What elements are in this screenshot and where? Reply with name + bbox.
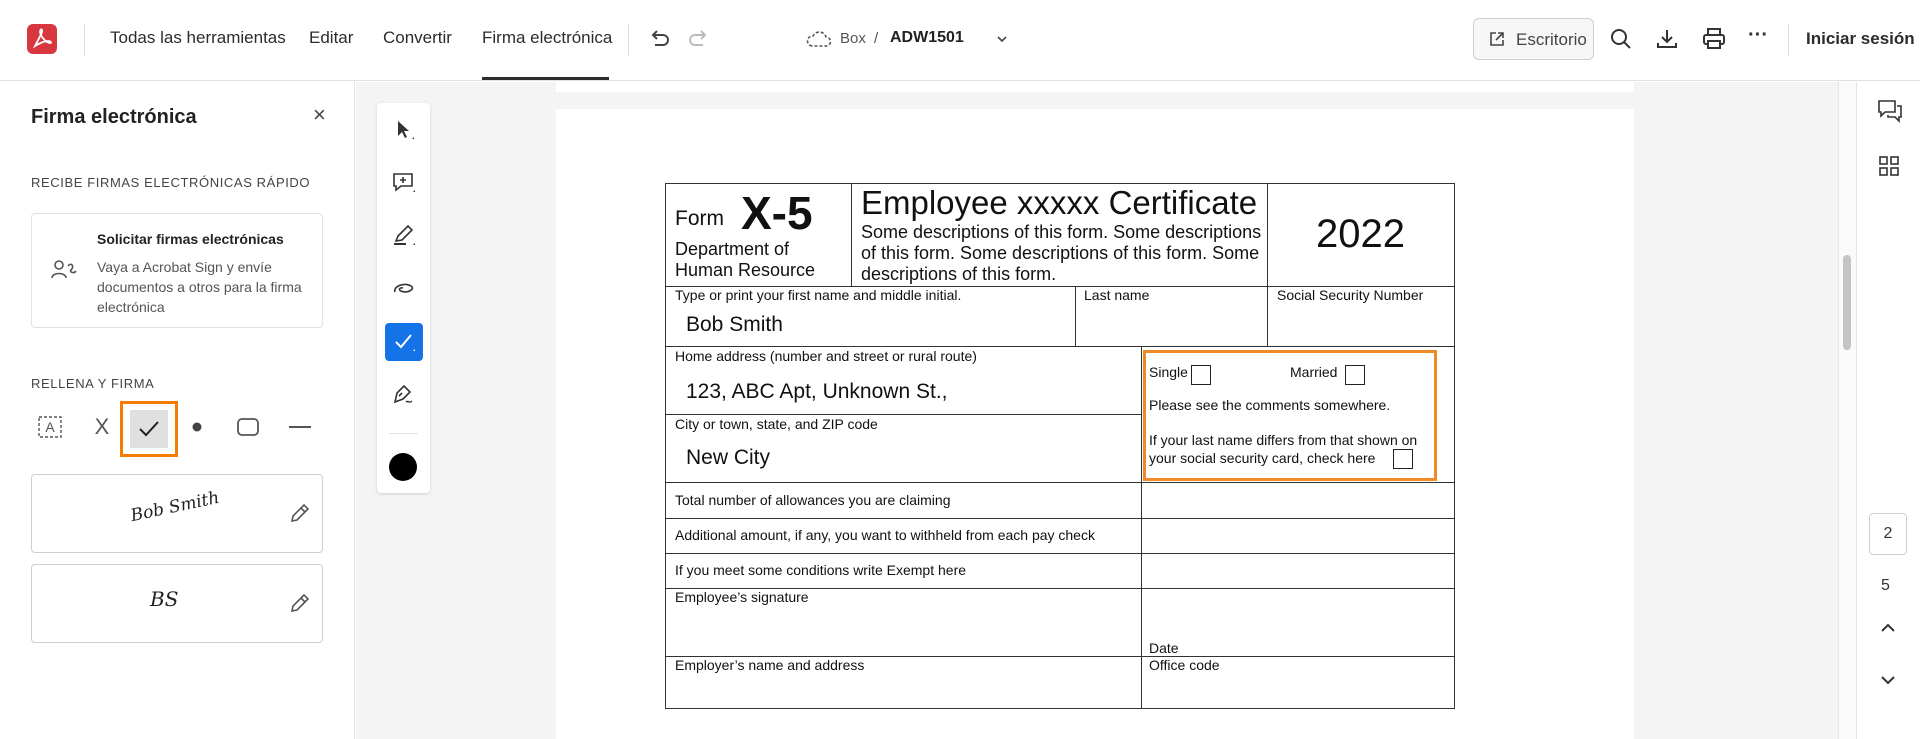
- signature-preview: Bob Smith: [128, 487, 222, 527]
- lastname-differs-line2: your social security card, check here: [1149, 450, 1376, 466]
- lastname-differs-line1: If your last name differs from that shown on: [1149, 432, 1418, 448]
- exempt-label: If you meet some conditions write Exempt here: [675, 562, 967, 578]
- highlight-pen-icon[interactable]: [385, 217, 423, 255]
- first-name-label: Type or print your first name and middle initial.: [675, 287, 962, 303]
- add-comment-icon[interactable]: [385, 164, 423, 202]
- department-line1: Department of: [675, 239, 790, 259]
- e-sign-panel: [0, 82, 355, 739]
- close-panel-button[interactable]: ×: [313, 102, 326, 127]
- divider: [666, 414, 1141, 415]
- divider: [1141, 346, 1142, 709]
- undo-icon[interactable]: [646, 26, 672, 57]
- cloud-icon: [806, 28, 832, 55]
- sign-pen-icon[interactable]: [385, 376, 423, 414]
- chevron-down-icon[interactable]: [993, 30, 1011, 53]
- form-description-3: descriptions of this form.: [861, 264, 1057, 284]
- form-description-1: Some descriptions of this form. Some descriptions: [861, 222, 1262, 242]
- highlighted-region: [1143, 350, 1437, 481]
- nav-edit[interactable]: Editar: [309, 28, 354, 47]
- chevron-up-icon[interactable]: [1877, 617, 1899, 644]
- form-description-2: of this form. Some descriptions of this form. Some: [861, 243, 1260, 263]
- download-icon[interactable]: [1654, 26, 1680, 57]
- pencil-icon[interactable]: [288, 501, 312, 530]
- comments-note: Please see the comments somewhere.: [1149, 397, 1391, 413]
- top-bar: [0, 0, 1920, 81]
- section-heading-fill-sign: RELLENA Y FIRMA: [31, 376, 155, 391]
- first-name-field[interactable]: Bob Smith: [686, 313, 783, 336]
- chevron-down-icon[interactable]: [1877, 669, 1899, 696]
- divider: [84, 24, 85, 56]
- form-label: Form: [675, 207, 724, 230]
- thumbnails-grid-icon[interactable]: [1878, 155, 1900, 182]
- city-label: City or town, state, and ZIP code: [675, 416, 878, 432]
- address-label: Home address (number and street or rural route): [675, 348, 977, 364]
- scrollbar-thumb[interactable]: [1843, 255, 1851, 350]
- cross-mark-icon[interactable]: X: [94, 414, 110, 439]
- address-field[interactable]: 123, ABC Apt, Unknown St.,: [686, 380, 948, 403]
- request-title: Solicitar firmas electrónicas: [97, 231, 284, 247]
- file-name[interactable]: ADW1501: [890, 29, 964, 46]
- initials-preview: BS: [150, 587, 179, 611]
- breadcrumb-box[interactable]: Box: [840, 30, 866, 47]
- redo-icon[interactable]: [686, 26, 712, 57]
- request-description: Vaya a Acrobat Sign y envíe documentos a otros para la firma electrónica: [97, 259, 302, 315]
- divider: [666, 346, 1454, 347]
- comments-icon[interactable]: [1876, 98, 1904, 129]
- open-desktop-button[interactable]: [1473, 18, 1594, 60]
- divider: [389, 433, 418, 434]
- color-picker[interactable]: [389, 453, 417, 481]
- section-heading-request: RECIBE FIRMAS ELECTRÓNICAS RÁPIDO: [31, 175, 311, 190]
- page-total: 5: [1881, 577, 1890, 594]
- form-number: X-5: [741, 187, 813, 239]
- checkmark-fill-tool[interactable]: [385, 323, 423, 361]
- nav-all-tools[interactable]: Todas las herramientas: [110, 28, 286, 47]
- panel-title: Firma electrónica: [31, 106, 197, 128]
- more-options-icon[interactable]: ···: [1748, 24, 1768, 46]
- scrollbar[interactable]: [1838, 82, 1856, 739]
- annotation-toolstrip: [377, 103, 430, 493]
- form-year: 2022: [1316, 212, 1405, 256]
- divider: [666, 553, 1454, 554]
- last-name-label: Last name: [1084, 287, 1150, 303]
- checkmark-tool-button[interactable]: [120, 401, 178, 457]
- fill-sign-toolbar: [31, 404, 331, 450]
- page-number-input[interactable]: 2: [1869, 513, 1907, 555]
- single-label: Single: [1149, 364, 1188, 380]
- employer-label: Employer’s name and address: [675, 657, 865, 673]
- previous-page-edge: [556, 82, 1634, 92]
- text-field-icon[interactable]: [27, 404, 73, 450]
- additional-amount-label: Additional amount, if any, you want to withheld from each pay check: [675, 527, 1095, 543]
- acrobat-logo-icon[interactable]: [27, 24, 57, 54]
- open-desktop-label: Escritorio: [1516, 30, 1587, 49]
- divider: [666, 482, 1454, 483]
- employee-signature-label: Employee’s signature: [675, 589, 809, 605]
- search-icon[interactable]: [1608, 26, 1634, 57]
- checkmark-icon: [130, 410, 168, 448]
- svg-text:A: A: [45, 419, 55, 435]
- divider: [666, 518, 1454, 519]
- divider: [1075, 286, 1076, 346]
- date-label: Date: [1149, 640, 1179, 656]
- signature-card[interactable]: [31, 474, 323, 553]
- divider: [1788, 24, 1789, 56]
- select-cursor-icon[interactable]: [385, 111, 423, 149]
- allowances-label: Total number of allowances you are claiming: [675, 492, 951, 508]
- dot-icon[interactable]: [174, 404, 220, 450]
- pencil-icon[interactable]: [288, 591, 312, 620]
- divider: [1267, 184, 1268, 346]
- married-label: Married: [1290, 364, 1338, 380]
- rectangle-icon[interactable]: [225, 404, 271, 450]
- line-icon[interactable]: [277, 404, 323, 450]
- print-icon[interactable]: [1701, 26, 1727, 57]
- ssn-label: Social Security Number: [1277, 287, 1424, 303]
- nav-convert[interactable]: Convertir: [383, 28, 452, 47]
- freehand-draw-icon[interactable]: [385, 270, 423, 308]
- sign-in-link[interactable]: Iniciar sesión: [1806, 29, 1915, 48]
- active-tab-indicator: [482, 77, 609, 80]
- divider: [851, 184, 852, 286]
- initials-card[interactable]: [31, 564, 323, 643]
- divider: [628, 24, 629, 56]
- request-signatures-card[interactable]: [31, 213, 323, 328]
- office-code-label: Office code: [1149, 657, 1220, 673]
- external-link-icon: [1488, 30, 1506, 53]
- people-sign-icon: [50, 258, 78, 289]
- breadcrumb-separator: /: [874, 30, 879, 47]
- certificate-title: Employee xxxxx Certificate: [861, 184, 1258, 221]
- city-field[interactable]: New City: [686, 446, 771, 469]
- department-line2: Human Resource: [675, 260, 816, 280]
- nav-e-sign[interactable]: Firma electrónica: [482, 28, 613, 47]
